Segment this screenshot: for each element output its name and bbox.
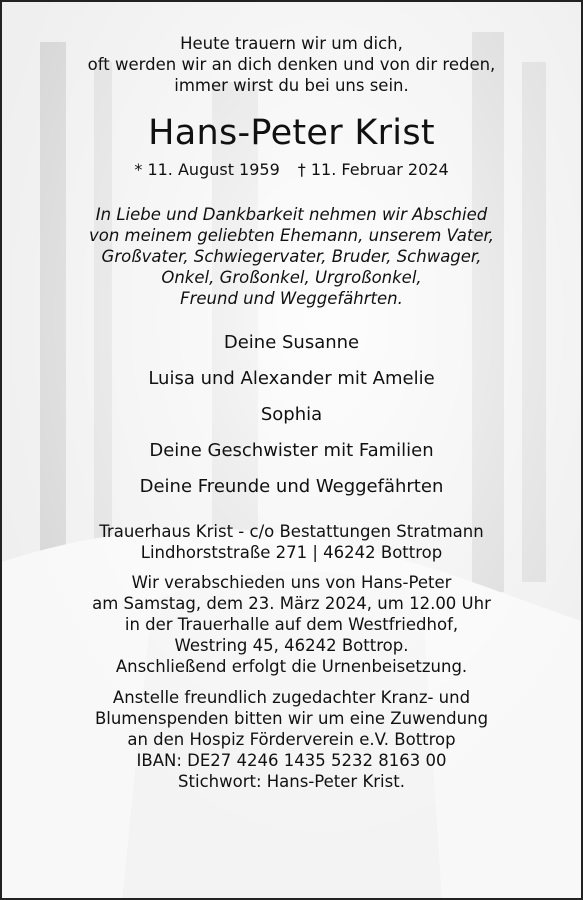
address-line: Lindhorststraße 271 | 46242 Bottrop — [140, 543, 443, 562]
farewell-line: In Liebe und Dankbarkeit nehmen wir Abschied — [95, 205, 488, 224]
service-line: in der Trauerhalle auf dem Westfriedhof, — [124, 615, 459, 634]
notice-content — [2, 2, 581, 792]
service-line: am Samstag, dem 23. März 2024, um 12.00 Uhr — [92, 594, 491, 613]
farewell-line: Freund und Weggefährten. — [180, 289, 403, 308]
mourner-entry: Deine Geschwister mit Familien — [149, 440, 434, 461]
funeral-service-details — [2, 572, 581, 677]
mourner-entry: Luisa und Alexander mit Amelie — [148, 368, 435, 389]
donation-request — [2, 687, 581, 792]
mourner-entry: Sophia — [260, 404, 323, 425]
verse-line: Heute trauern wir um dich, — [180, 34, 403, 53]
mourning-house-address — [2, 521, 581, 563]
iban-line: IBAN: DE27 4246 1435 5232 8163 00 — [136, 751, 447, 770]
birth-date: * 11. August 1959 — [134, 160, 280, 179]
service-line: Westring 45, 46242 Bottrop. — [174, 636, 409, 655]
keyword-line: Stichwort: Hans-Peter Krist. — [178, 772, 405, 791]
farewell-text — [2, 204, 581, 309]
deceased-name: Hans-Peter Krist — [148, 113, 435, 153]
death-date: † 11. Februar 2024 — [297, 160, 449, 179]
mourner-entry: Deine Freunde und Weggefährten — [139, 476, 444, 497]
farewell-line: Onkel, Großonkel, Urgroßonkel, — [161, 268, 422, 287]
verse-line: oft werden wir an dich denken und von dir reden, — [87, 55, 496, 74]
life-dates — [2, 159, 581, 181]
service-line: Anschließend erfolgt die Urnenbeisetzung. — [115, 657, 468, 676]
donation-line: Anstelle freundlich zugedachter Kranz- und — [112, 688, 471, 707]
farewell-line: Großvater, Schwiegervater, Bruder, Schwager, — [101, 247, 482, 266]
farewell-line: von meinem geliebten Ehemann, unserem Vater, — [88, 226, 495, 245]
donation-line: Blumenspenden bitten wir um eine Zuwendung — [94, 709, 489, 728]
address-line: Trauerhaus Krist - c/o Bestattungen Stratmann — [99, 522, 484, 541]
service-line: Wir verabschieden uns von Hans-Peter — [131, 573, 452, 592]
verse-line: immer wirst du bei uns sein. — [174, 76, 409, 95]
mourner-entry: Deine Susanne — [223, 332, 360, 353]
memorial-verse — [2, 2, 581, 96]
mourners-list — [2, 325, 581, 505]
donation-line: an den Hospiz Förderverein e.V. Bottrop — [127, 730, 456, 749]
